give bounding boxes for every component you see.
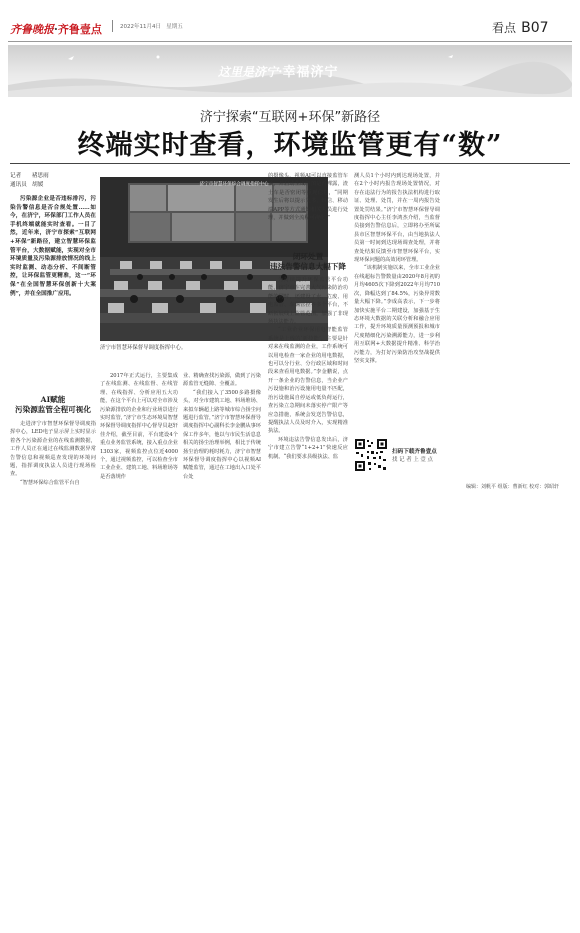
section1-heading — [10, 395, 96, 415]
qr-code-icon — [354, 438, 388, 472]
logo-separator: · — [54, 23, 58, 36]
sub-heading-line2: 违法告警信息大幅下降 — [270, 262, 346, 271]
sub-heading — [268, 252, 348, 272]
col-c-para-1: 业、精确查找污染源，做到了污染源监管无缝隙、全覆盖。 — [183, 373, 261, 388]
section-label: 看点 — [492, 21, 517, 35]
banner-calligraphy: 这里是济宁 — [218, 65, 279, 79]
header-divider — [112, 20, 113, 32]
brand-name: 齐鲁壹点 — [57, 23, 102, 36]
section1-heading-line1: AI赋能 — [40, 395, 66, 404]
page-section — [492, 17, 549, 36]
weekday-text: 星期五 — [166, 24, 183, 30]
qr-block — [354, 438, 464, 478]
issue-date — [120, 22, 183, 30]
screen-title: 济宁市智慧环保综合调度指挥中心 — [199, 182, 269, 187]
col-d-para-4: 环境违法告警信息发出后，济宁市建立告警“1+2+1”快速反应机制。“我们要求县级执法、监 — [268, 436, 348, 460]
page-number: B07 — [521, 20, 549, 36]
photo-caption: 济宁市智慧环保督导调度指挥中心。 — [100, 345, 187, 351]
col-d-para-1: 的摄像头，视频AI可以直接监管车辆，并启动生成帕图是否裸露，渣土车是否密闭等重现信息，“同期发生后将以提示文书、短信、移动端APP等方式通知相关人员进行处理，并做到全流程可视化。” — [268, 173, 348, 222]
date-text: 2022年11月4日 — [120, 24, 161, 30]
masthead-rule — [8, 41, 572, 42]
section1-heading-line2: 污染源监管全程可视化 — [15, 405, 91, 414]
article-headline: 终端实时查看，环境监管更有“数” — [77, 130, 503, 161]
qr-line2: 找 记 者 上 壹 点 — [392, 457, 433, 463]
logo-text: 齐鲁晚报 — [10, 23, 54, 36]
byline — [10, 172, 90, 190]
editor-credits: 编辑：刘帆平 组版：曹新红 校对：郭昭轩 — [466, 484, 560, 490]
headline-rule — [10, 163, 570, 164]
column-c — [183, 372, 261, 520]
qr-line1: 扫码下载齐鲁壹点 — [392, 449, 437, 455]
qr-caption — [392, 448, 437, 464]
column-b — [100, 372, 178, 520]
article-subtitle: 济宁探索“互联网+环保”新路径 — [199, 110, 381, 125]
col-c-para-2: “我们接入了3500多路摄像头，对全市建筑工地、料场堆场、来拟车辆超上路等城市综合扬尘问题进行监管，”济宁市智慧环保督导调度指挥中心副科长李金鹏从事环保工作多年，他以与市民生活息息相关的扬尘治理举例，相比于传统扬尘治理的耗时耗力，济宁市智慧环保督导调度指挥中心以视频AI赋能监管，通过在工地出入口处平台处 — [183, 389, 261, 480]
column-a — [10, 420, 96, 520]
reporter-label: 记者 — [10, 173, 22, 179]
col-b-para-1: 2017年正式运行，主要集成了在线监测、在线监督、在线管理、在线指挥、分析应用五大功能，在这个平台上可以对全市涉及污染源排放的企业和行业场景进行实时监管，”济宁市生态环境局智慧环保督导调度指挥中心督导员赵轩佳介绍，截至目前，平台建设4个重点业务监管系统，接入重点企业1303家，视频监控点位近4000个，通过视频监控，可以检查全市工业企业、建筑工地、料场堆场等是否落规作 — [100, 373, 178, 480]
correspondent-name: 胡媛 — [32, 182, 44, 188]
lead-text: 污染源企业是否违标排污，污染告警信息是否合规处置……如今，在济宁，环保部门工作人员在手机终端就能实时查看。一目了然，近年来，济宁市探索“互联网+环保”新路径，建立智慧环保监管平台，大数据赋能，实现对全市环境质量及污染源排放情况的线上实时监测、动态分析、不间断管控，让环保监管更精准，这一“环保”在全国智慧环保创新十大案例”，并在全国推广应用。 — [10, 196, 96, 297]
correspondent-label: 通讯员 — [10, 182, 27, 188]
col-e-para-2: “该机制实施以来，全市工业企业在线超标告警数量由2020年8月初的月均4605次下降到2022年月均710次，降幅达到了84.5%，污染异常数量大幅下降。”李成高表示，下一步将加快实施平台二期建设，加强基于生态环境大数据的关联分析和融合应用工作，提升环境质量预测预报和城市尺度精细化污染溯源能力，进一步利用互联网+大数据提升精准、科学治污能力，为打好污染防治攻坚战提供坚实支撑。 — [354, 265, 440, 364]
banner-dot: · — [278, 65, 283, 80]
sub-heading-line1: 闭环处置 — [292, 252, 324, 261]
col-d-para-2: 为持续提升环保监管平台功能，济宁市在完善大气污染防治功能的同时，还建设了水、危废、用电监管、车辆管控等多个平台，不断拓展线上监管范围，加强了非现场执法能力。 — [268, 277, 348, 326]
lead-paragraph — [10, 195, 96, 381]
section1-para-2: “智慧环保综合监管平台自 — [20, 479, 80, 486]
banner-title-text: 幸福济宁 — [282, 65, 339, 80]
reporter-name: 褚思雨 — [31, 173, 49, 179]
column-d — [268, 276, 348, 520]
column-d-top — [268, 172, 348, 244]
banner-title — [218, 61, 339, 80]
section1-para-1: 走进济宁市智慧环保督导调度指挥中心，LED电子显示屏上实时显示着各个污染源企业的在线监测数据，工作人员正在通过在线监测数据异常告警信息和视频巡查发现的环境问题，指挥调度执法人员进行现场检查。 — [10, 421, 96, 478]
col-e-para-1: 测人员1个小时内到达现场处置，并在2个小时内报告现场处置情况，对存在违法行为的报告执法机构进行取证、处理、处罚，并在一周内报告处置处罚结果。”济宁市智慧环保督导调度指挥中心主任李鸿杰介绍，当监督员接到告警信息后，立即将办至所属县市区智慧环保平台，由当地执法人员第一时间到达现场调查处理，并将查处结果反馈至市智慧环保平台，实现环保问题的高效闭环管理。 — [354, 173, 440, 264]
column-banner — [8, 45, 572, 97]
newspaper-logo — [10, 18, 110, 34]
col-d-para-3: “工业企业环保用电智能监管系统是上线的‘新技能’，主要是针对来在线监测的企业，工作系统可以用电检查一家企业的用电数据，也可以分行业、分行政区域和时间段来查看用电数据。”李金鹏说，点开一条企业的告警信息，当企业产污设施和治污设施用电量不匹配，治污设施属自停运或低负荷运行，查污染立急期间未落实停产限产等应急措施，系统会发送告警信息，提醒执法人员及时介入，实现精准执法。 — [268, 327, 348, 435]
masthead — [0, 0, 580, 50]
